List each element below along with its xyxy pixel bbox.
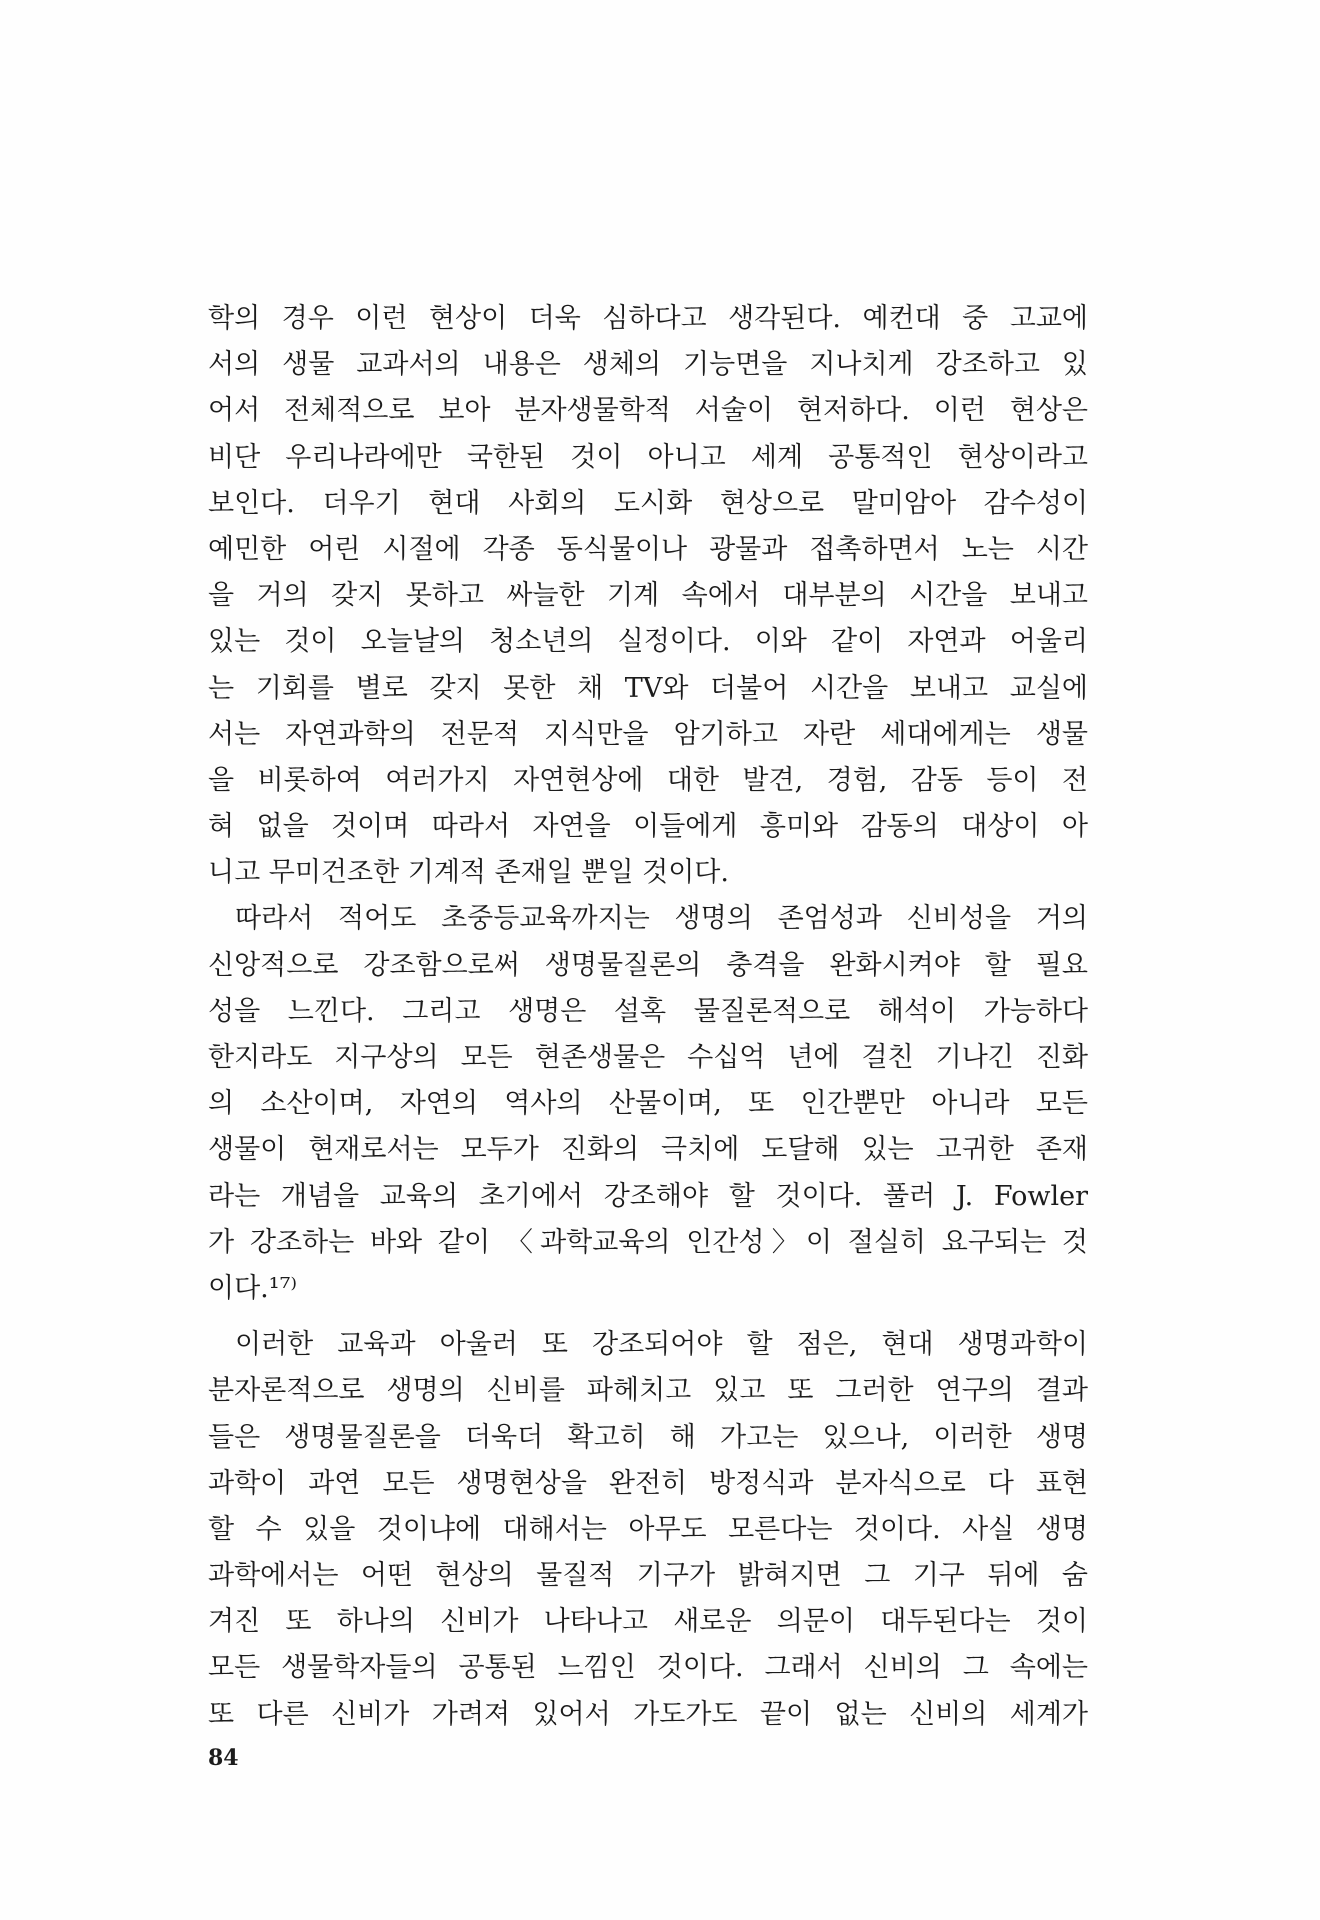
text-line: 분자론적으로 생명의 신비를 파헤치고 있고 또 그러한 연구의 결과 bbox=[208, 1375, 1088, 1407]
text-line: 또 다른 신비가 가려져 있어서 가도가도 끝이 없는 신비의 세계가 bbox=[208, 1698, 1088, 1730]
text-line: 있는 것이 오늘날의 청소년의 실정이다. 이와 같이 자연과 어울리 bbox=[208, 626, 1088, 658]
text-line: 을 거의 갖지 못하고 싸늘한 기계 속에서 대부분의 시간을 보내고 bbox=[208, 580, 1088, 612]
text-line: 한지라도 지구상의 모든 현존생물은 수십억 년에 걸친 기나긴 진화 bbox=[208, 1042, 1088, 1073]
text-line: 의 소산이며, 자연의 역사의 산물이며, 또 인간뿐만 아니라 모든 bbox=[208, 1088, 1088, 1120]
page-number: 84 bbox=[208, 1745, 239, 1771]
text-line: 혀 없을 것이며 따라서 자연을 이들에게 흥미와 감동의 대상이 아 bbox=[208, 811, 1088, 843]
paragraph bbox=[208, 1322, 1088, 1738]
text-line: 니고 무미건조한 기계적 존재일 뿐일 것이다. bbox=[208, 857, 729, 889]
text-line: 가 강조하는 바와 같이 〈과학교육의 인간성〉이 절실히 요구되는 것 bbox=[208, 1226, 1088, 1258]
text-line: 따라서 적어도 초중등교육까지는 생명의 존엄성과 신비성을 거의 bbox=[235, 903, 1088, 935]
text-line: 성을 느낀다. 그리고 생명은 설혹 물질론적으로 해석이 가능하다 bbox=[208, 995, 1088, 1027]
text-line: 들은 생명물질론을 더욱더 확고히 해 가고는 있으나, 이러한 생명 bbox=[208, 1421, 1088, 1453]
paragraph bbox=[208, 896, 1088, 1312]
text-line: 생물이 현재로서는 모두가 진화의 극치에 도달해 있는 고귀한 존재 bbox=[208, 1134, 1088, 1166]
text-line: 서는 자연과학의 전문적 지식만을 암기하고 자란 세대에게는 생물 bbox=[208, 718, 1088, 750]
text-line: 과학이 과연 모든 생명현상을 완전히 방정식과 분자식으로 다 표현 bbox=[208, 1467, 1088, 1499]
paragraph bbox=[208, 296, 1088, 896]
text-line: 보인다. 더우기 현대 사회의 도시화 현상으로 말미암아 감수성이 bbox=[208, 487, 1088, 519]
text-line: 는 기회를 별로 갖지 못한 채 TV와 더불어 시간을 보내고 교실에 bbox=[208, 672, 1088, 704]
text-line: 이다.¹⁷⁾ bbox=[208, 1272, 298, 1304]
text-line: 라는 개념을 교육의 초기에서 강조해야 할 것이다. 풀러 J. Fowler bbox=[208, 1180, 1088, 1212]
text-line: 이러한 교육과 아울러 또 강조되어야 할 점은, 현대 생명과학이 bbox=[235, 1329, 1088, 1361]
text-line: 할 수 있을 것이냐에 대해서는 아무도 모른다는 것이다. 사실 생명 bbox=[208, 1513, 1088, 1545]
text-line: 신앙적으로 강조함으로써 생명물질론의 충격을 완화시켜야 할 필요 bbox=[208, 949, 1088, 981]
text-line: 비단 우리나라에만 국한된 것이 아니고 세계 공통적인 현상이라고 bbox=[208, 441, 1088, 473]
text-line: 과학에서는 어떤 현상의 물질적 기구가 밝혀지면 그 기구 뒤에 숨 bbox=[208, 1560, 1088, 1592]
text-line: 모든 생물학자들의 공통된 느낌인 것이다. 그래서 신비의 그 속에는 bbox=[208, 1652, 1088, 1684]
text-line: 겨진 또 하나의 신비가 나타나고 새로운 의문이 대두된다는 것이 bbox=[208, 1606, 1088, 1638]
text-line: 학의 경우 이런 현상이 더욱 심하다고 생각된다. 예컨대 중 고교에 bbox=[208, 303, 1088, 334]
text-line: 어서 전체적으로 보아 분자생물학적 서술이 현저하다. 이런 현상은 bbox=[208, 395, 1088, 427]
text-line: 예민한 어린 시절에 각종 동식물이나 광물과 접촉하면서 노는 시간 bbox=[208, 533, 1088, 565]
text-line: 서의 생물 교과서의 내용은 생체의 기능면을 지나치게 강조하고 있 bbox=[208, 349, 1088, 381]
body-text bbox=[208, 296, 1088, 1738]
text-line: 을 비롯하여 여러가지 자연현상에 대한 발견, 경험, 감동 등이 전 bbox=[208, 764, 1088, 796]
